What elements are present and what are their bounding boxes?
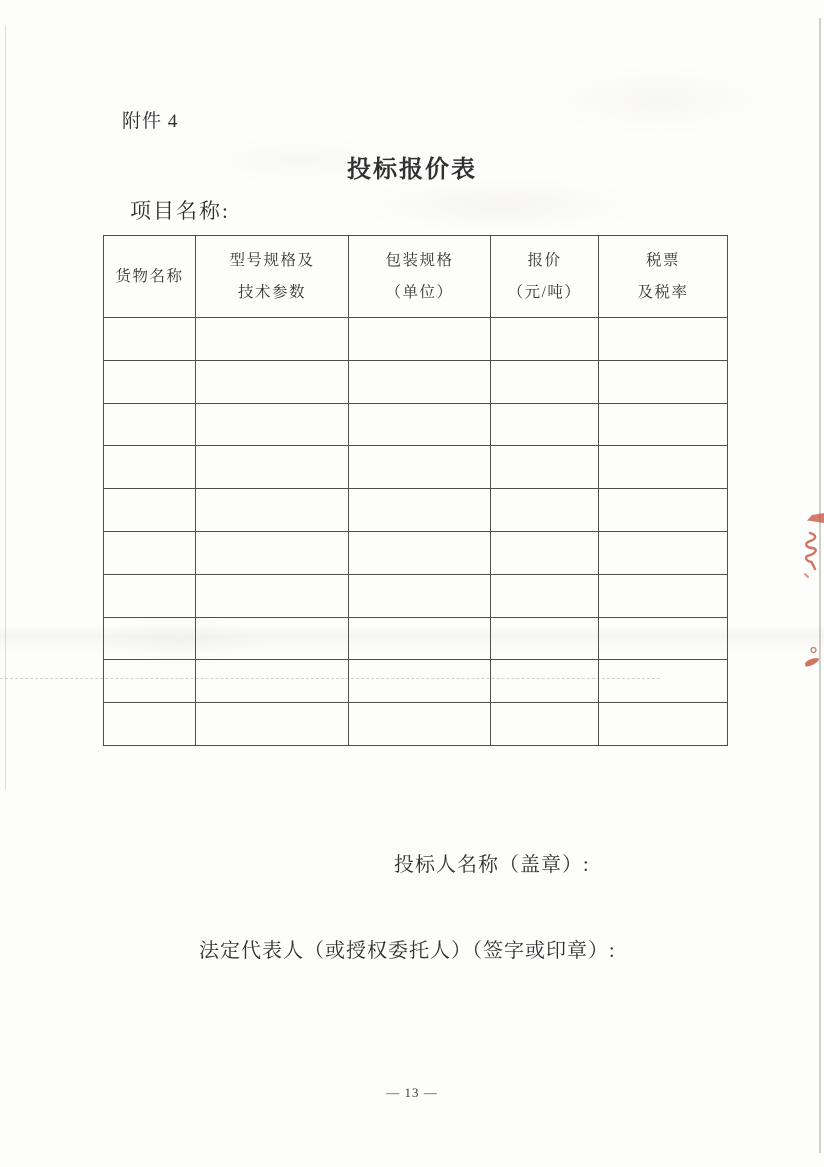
legal-representative-label: 法定代表人（或授权委托人）（签字或印章）: (199, 940, 616, 962)
table-cell-goods-name (104, 489, 196, 532)
table-row (104, 574, 728, 617)
table-cell-packaging-spec (349, 489, 491, 532)
project-name-label: 项目名称: (130, 199, 230, 223)
table-cell-price (491, 574, 599, 617)
table-cell-tax-invoice (599, 360, 728, 403)
table-cell-model-spec (196, 574, 349, 617)
red-stamp-fragment-lower (800, 642, 824, 674)
table-cell-model-spec (196, 360, 349, 403)
table-cell-goods-name (104, 703, 196, 746)
table-cell-goods-name (104, 446, 196, 489)
table-cell-packaging-spec (349, 446, 491, 489)
table-row (104, 660, 728, 703)
red-stamp-fragment-upper (794, 506, 824, 581)
table-cell-goods-name (104, 660, 196, 703)
table-cell-model-spec (196, 318, 349, 361)
table-cell-goods-name (104, 531, 196, 574)
table-cell-model-spec (196, 446, 349, 489)
table-cell-model-spec (196, 403, 349, 446)
table-header-label: 包装规格 (385, 251, 454, 269)
table-header-label: 报价 (527, 251, 562, 269)
table-cell-packaging-spec (349, 660, 491, 703)
table-header-goods-name (104, 236, 196, 318)
table-cell-price (491, 360, 599, 403)
table-cell-tax-invoice (599, 531, 728, 574)
table-row (104, 531, 728, 574)
table-header-label: 税票 (645, 251, 680, 269)
table-cell-tax-invoice (599, 660, 728, 703)
table-header-label: 技术参数 (237, 283, 306, 301)
table-cell-price (491, 617, 599, 660)
table-header-label: （单位） (385, 283, 454, 301)
table-cell-model-spec (196, 660, 349, 703)
table-cell-price (491, 660, 599, 703)
table-cell-price (491, 489, 599, 532)
table-cell-tax-invoice (599, 446, 728, 489)
table-cell-model-spec (196, 531, 349, 574)
table-cell-goods-name (104, 574, 196, 617)
bidder-seal-label: 投标人名称（盖章）: (394, 854, 590, 876)
table-cell-price (491, 403, 599, 446)
table-cell-goods-name (104, 360, 196, 403)
table-cell-packaging-spec (349, 617, 491, 660)
table-header-tax-invoice (599, 236, 728, 318)
table-row (104, 617, 728, 660)
page-edge-line-right (819, 18, 821, 1153)
table-cell-packaging-spec (349, 360, 491, 403)
table-header-row (104, 236, 728, 318)
table-header-label: 型号规格及 (229, 251, 315, 269)
page-number: — 13 — (386, 1085, 438, 1100)
page-edge-line-left (5, 25, 6, 790)
table-row (104, 489, 728, 532)
table-cell-price (491, 531, 599, 574)
table-cell-model-spec (196, 617, 349, 660)
table-cell-packaging-spec (349, 703, 491, 746)
table-header-label: 及税率 (637, 283, 689, 301)
table-cell-tax-invoice (599, 703, 728, 746)
table-header-label: 货物名称 (115, 267, 184, 285)
table-cell-goods-name (104, 617, 196, 660)
table-cell-tax-invoice (599, 617, 728, 660)
table-row (104, 703, 728, 746)
table-row (104, 318, 728, 361)
table-cell-price (491, 318, 599, 361)
table-cell-packaging-spec (349, 403, 491, 446)
table-header-model-spec (196, 236, 349, 318)
attachment-label: 附件 4 (122, 111, 179, 132)
table-cell-model-spec (196, 489, 349, 532)
table-cell-goods-name (104, 318, 196, 361)
table-cell-packaging-spec (349, 574, 491, 617)
table-row (104, 360, 728, 403)
table-header-packaging-spec (349, 236, 491, 318)
document-title: 投标报价表 (347, 157, 477, 183)
table-cell-price (491, 446, 599, 489)
table-cell-price (491, 703, 599, 746)
table-cell-tax-invoice (599, 318, 728, 361)
table-cell-tax-invoice (599, 574, 728, 617)
table-row (104, 403, 728, 446)
table-header-label: （元/吨） (507, 283, 582, 301)
table-cell-model-spec (196, 703, 349, 746)
table-cell-goods-name (104, 403, 196, 446)
table-header-price (491, 236, 599, 318)
table-cell-tax-invoice (599, 403, 728, 446)
table-row (104, 446, 728, 489)
table-cell-tax-invoice (599, 489, 728, 532)
table-cell-packaging-spec (349, 531, 491, 574)
bid-price-table (103, 235, 728, 746)
table-cell-packaging-spec (349, 318, 491, 361)
